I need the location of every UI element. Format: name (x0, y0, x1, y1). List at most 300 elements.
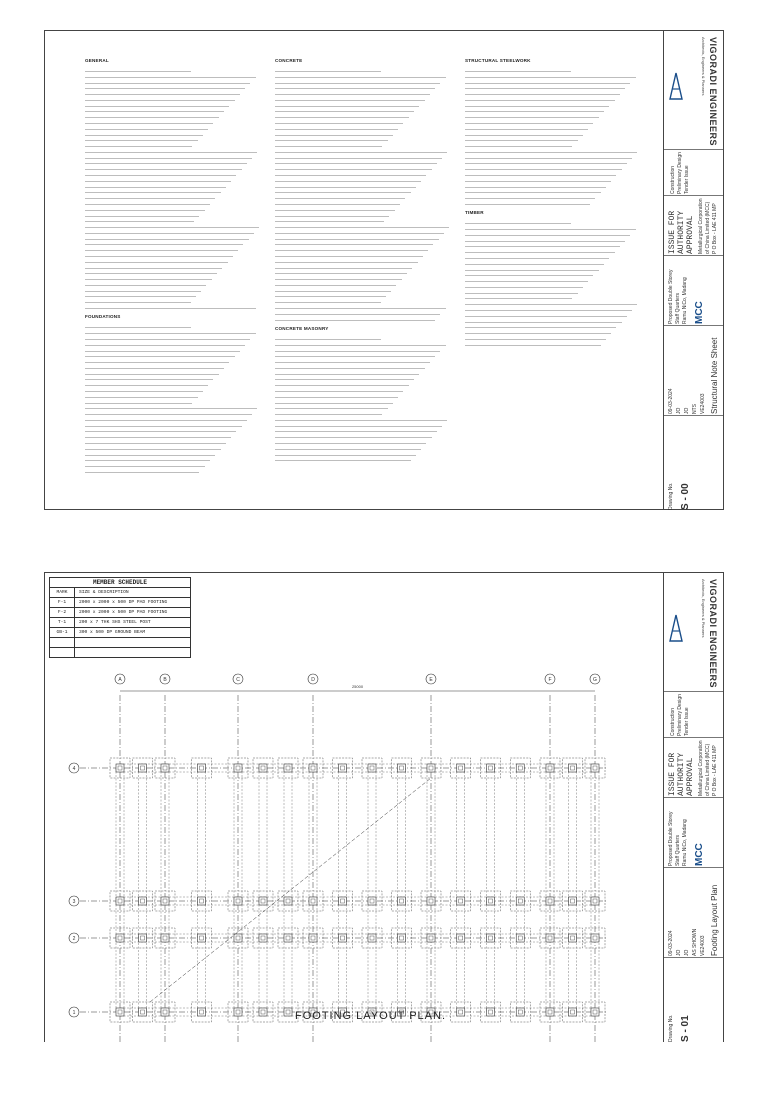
grid-label-column: A (118, 677, 122, 683)
steel-post (284, 897, 292, 905)
note-line (465, 294, 572, 299)
note-line (85, 352, 235, 357)
steel-post (516, 897, 524, 905)
note-line (275, 392, 398, 397)
notes-heading: STRUCTURAL STEELWORK (465, 58, 531, 63)
steel-post (234, 1008, 242, 1016)
note-line (275, 246, 428, 251)
notes-column (85, 59, 261, 479)
rev-0: Construction (670, 165, 676, 194)
schedule-title: MEMBER SCHEDULE (50, 578, 190, 588)
note-line (275, 113, 409, 118)
steel-post (457, 1008, 465, 1016)
note-line (85, 130, 203, 135)
note-line (85, 148, 257, 153)
schedule-col-desc: SIZE & DESCRIPTION (79, 590, 129, 595)
steel-post (198, 934, 206, 942)
schedule-row (50, 608, 190, 618)
note-line (275, 234, 439, 239)
drawing-number-2: S - 01 (680, 1015, 691, 1042)
scale-value: NTS (692, 404, 698, 414)
date-value: 09-03-2024 (668, 388, 674, 414)
steel-post (569, 764, 577, 772)
member-schedule (49, 577, 191, 658)
note-line (275, 369, 419, 374)
client-2-line-2: of China Limited (MCC) (705, 743, 711, 796)
note-line (465, 329, 611, 334)
note-line (275, 450, 416, 455)
steel-post (546, 934, 554, 942)
schedule-desc: 300 x 500 DP GROUND BEAM (79, 630, 146, 635)
note-line (85, 200, 210, 205)
rev-0-2: Construction (670, 707, 676, 736)
note-line (85, 444, 221, 449)
note-line (465, 236, 625, 241)
note-line (275, 136, 388, 141)
steel-post (487, 764, 495, 772)
schedule-header-row (50, 588, 190, 598)
schedule-row (50, 648, 190, 657)
client-project-block-2 (664, 797, 723, 868)
note-line (465, 311, 627, 316)
note-line (85, 101, 229, 106)
note-line (85, 90, 240, 95)
note-line (275, 292, 386, 297)
steel-post (368, 897, 376, 905)
note-line (275, 142, 382, 147)
note-line (275, 404, 388, 409)
note-line (465, 113, 599, 118)
steel-post (116, 934, 124, 942)
steel-post (161, 934, 169, 942)
note-line (85, 281, 206, 286)
note-line (275, 200, 400, 205)
note-line (85, 246, 238, 251)
note-line (465, 176, 611, 181)
steel-post (259, 897, 267, 905)
note-line (85, 159, 247, 164)
checked-value-2: JO (684, 949, 690, 956)
note-line (275, 398, 393, 403)
note-line (85, 217, 194, 222)
note-line (85, 252, 233, 257)
drawing-number: S - 00 (680, 483, 691, 510)
note-line (465, 153, 632, 158)
note-line (465, 200, 590, 205)
note-line (465, 124, 588, 129)
note-line (275, 427, 437, 432)
notes-column (275, 59, 451, 468)
steel-post (457, 764, 465, 772)
steel-post (427, 897, 435, 905)
note-line (465, 317, 622, 322)
note-line (275, 309, 440, 314)
steel-post (487, 934, 495, 942)
checked-value: JO (684, 407, 690, 414)
note-line (85, 392, 198, 397)
note-line (85, 335, 250, 340)
steel-post (487, 897, 495, 905)
schedule-mark (50, 648, 75, 657)
project-2-line-1: Proposed Double Storey (668, 811, 674, 866)
note-line (465, 101, 609, 106)
steel-post (569, 934, 577, 942)
steel-post (591, 934, 599, 942)
steel-post (457, 934, 465, 942)
steel-post (339, 897, 347, 905)
drawing-title-2: Footing Layout Plan (710, 884, 719, 956)
note-line (85, 404, 257, 409)
note-line (275, 194, 405, 199)
project-2-line-2: Staff Quarters (675, 834, 681, 866)
note-line (85, 263, 222, 268)
note-line (85, 84, 245, 89)
note-line (85, 304, 256, 309)
steel-post (398, 897, 406, 905)
schedule-row (50, 618, 190, 628)
steel-post (487, 1008, 495, 1016)
note-line (465, 90, 620, 95)
note-line (85, 240, 243, 245)
note-line (275, 281, 396, 286)
note-line (465, 231, 630, 236)
note-line (85, 358, 229, 363)
issue-stamp-line-2: AUTHORITY (677, 210, 686, 254)
client-line-3: P O Box - LAE 411 MP (712, 203, 718, 254)
steel-post (546, 897, 554, 905)
drawing-number-block-2 (664, 957, 723, 1044)
note-line (275, 211, 389, 216)
note-line (85, 398, 192, 403)
grid-label-column: B (163, 677, 167, 683)
note-line (85, 439, 226, 444)
steel-post (116, 897, 124, 905)
steel-post (284, 1008, 292, 1016)
note-line (275, 263, 412, 268)
steel-post (569, 1008, 577, 1016)
note-line (465, 277, 588, 282)
note-line (465, 323, 616, 328)
note-line (85, 107, 224, 112)
drawn-value: JO (676, 407, 682, 414)
note-line (275, 96, 425, 101)
note-line (275, 375, 414, 380)
note-line (85, 78, 250, 83)
steel-post (457, 897, 465, 905)
note-line (465, 248, 615, 253)
date-value-2: 09-03-2024 (668, 930, 674, 956)
project-line-1: Proposed Double Storey (668, 269, 674, 324)
note-line (275, 130, 393, 135)
note-line (85, 329, 256, 334)
note-line (465, 288, 578, 293)
note-line (275, 205, 395, 210)
drawing-info-2 (664, 867, 723, 958)
footing-layout-sheet (44, 572, 724, 1042)
rev-1-2: Preliminary Design (677, 694, 683, 736)
steel-post (116, 764, 124, 772)
note-line (275, 176, 421, 181)
note-line (85, 375, 213, 380)
schedule-mark (50, 638, 75, 647)
notes-heading: CONCRETE (275, 58, 303, 63)
note-line (85, 223, 259, 228)
note-line (275, 346, 440, 351)
general-notes (85, 59, 645, 499)
note-line (465, 340, 601, 345)
note-line (85, 421, 242, 426)
footing-plan-drawing (51, 673, 651, 1103)
note-line (275, 188, 411, 193)
client-2-line-1: Metallurgical Corporation (698, 740, 704, 796)
issue-stamp (664, 195, 723, 256)
note-line (85, 205, 205, 210)
client-logo-2: MCC (694, 843, 705, 866)
steel-post (139, 934, 147, 942)
steel-post (116, 1008, 124, 1016)
note-line (275, 78, 440, 83)
schedule-desc: 200 x 7 THK SHS STEEL POST (79, 620, 151, 625)
grid-label-row: 2 (72, 936, 76, 942)
drawing-number-block (664, 415, 723, 512)
note-line (85, 153, 252, 158)
steel-post (139, 764, 147, 772)
note-line (85, 416, 247, 421)
schedule-mark: GB-1 (50, 628, 75, 637)
steel-post (259, 764, 267, 772)
note-line (275, 298, 381, 303)
drawn-value-2: JO (676, 949, 682, 956)
steel-post (234, 934, 242, 942)
note-line (85, 188, 221, 193)
note-line (275, 275, 402, 280)
note-line (275, 352, 435, 357)
note-line (85, 182, 226, 187)
issue-stamp-2-line-2: AUTHORITY (677, 752, 686, 796)
note-line (275, 456, 411, 461)
note-line (275, 107, 414, 112)
steel-post (546, 764, 554, 772)
notes-heading: GENERAL (85, 58, 109, 63)
note-line (85, 194, 215, 199)
note-line (275, 315, 435, 320)
steel-post (259, 1008, 267, 1016)
note-line (85, 119, 213, 124)
note-line (275, 444, 421, 449)
note-line (275, 252, 423, 257)
note-line (465, 306, 632, 311)
note-line (85, 211, 199, 216)
note-line (85, 176, 231, 181)
note-line (465, 335, 606, 340)
project-no-value-2: VE24003 (700, 935, 706, 956)
drawing-title: Structural Note Sheet (710, 337, 719, 414)
project-2-line-3: Ramu NiCo, Madang (682, 819, 688, 866)
note-line (465, 254, 609, 259)
note-line (85, 468, 199, 473)
note-line (85, 340, 245, 345)
note-line (465, 265, 599, 270)
note-line (85, 292, 196, 297)
notes-heading: CONCRETE MASONRY (275, 325, 329, 331)
note-line (275, 358, 430, 363)
firm-tagline-2: Architects, Engineers & Planners (701, 579, 706, 638)
note-line (85, 234, 249, 239)
note-line (275, 119, 403, 124)
overall-dimension-text: 25000 (351, 684, 364, 689)
notes-heading: TIMBER (465, 210, 484, 216)
steel-post (198, 897, 206, 905)
note-line (465, 84, 625, 89)
steel-post (161, 764, 169, 772)
note-line (465, 171, 616, 176)
note-line (465, 219, 571, 224)
note-line (465, 182, 606, 187)
rev-2: Tender Issue (684, 165, 690, 194)
note-line (465, 148, 637, 153)
steel-post (591, 764, 599, 772)
note-line (465, 159, 627, 164)
schedule-row (50, 628, 190, 638)
grid-label-row: 1 (72, 1010, 76, 1016)
client-line-1: Metallurgical Corporation (698, 198, 704, 254)
schedule-row (50, 638, 190, 648)
firm-logo-block (664, 31, 723, 150)
note-line (275, 159, 437, 164)
note-line (85, 142, 192, 147)
note-line (85, 298, 191, 303)
note-line (275, 171, 426, 176)
grid-label-column: F (548, 677, 552, 683)
steel-post (198, 764, 206, 772)
note-line (275, 240, 433, 245)
note-line (85, 433, 231, 438)
structural-note-sheet (44, 30, 724, 510)
note-line (275, 387, 403, 392)
note-line (275, 410, 382, 415)
note-line (465, 130, 583, 135)
scale-value-2: AS SHOWN (692, 928, 698, 956)
note-line (465, 283, 583, 288)
note-line (85, 72, 256, 77)
grid-label-column: E (429, 677, 433, 683)
steel-post (339, 764, 347, 772)
steel-post (339, 934, 347, 942)
note-line (85, 363, 224, 368)
client-line-2: of China Limited (MCC) (705, 201, 711, 254)
note-line (85, 323, 191, 328)
note-line (465, 188, 601, 193)
grid-label-column: D (311, 677, 315, 683)
note-line (465, 119, 593, 124)
note-line (275, 101, 419, 106)
grid-label-column: C (236, 677, 240, 683)
steel-post (198, 1008, 206, 1016)
note-line (85, 228, 254, 233)
steel-post (569, 897, 577, 905)
plan-title: FOOTING LAYOUT PLAN. (295, 1010, 447, 1022)
steel-post (284, 764, 292, 772)
note-line (275, 421, 442, 426)
note-line (85, 462, 205, 467)
steel-post (516, 764, 524, 772)
note-line (275, 153, 442, 158)
steel-post (309, 897, 317, 905)
drawing-no-label-2: Drawing No. (668, 1014, 674, 1042)
note-line (465, 194, 595, 199)
note-line (275, 416, 447, 421)
note-line (85, 387, 203, 392)
note-line (275, 217, 384, 222)
title-block (663, 31, 723, 509)
steel-post (516, 1008, 524, 1016)
grid-label-row: 4 (72, 766, 76, 772)
steel-post (427, 764, 435, 772)
note-line (85, 369, 219, 374)
steel-post (368, 934, 376, 942)
notes-heading: FOUNDATIONS (85, 314, 121, 320)
note-line (275, 182, 416, 187)
note-line (85, 427, 236, 432)
note-line (275, 72, 446, 77)
note-line (85, 113, 219, 118)
note-line (275, 228, 444, 233)
note-line (85, 381, 208, 386)
note-line (465, 259, 604, 264)
firm-name: VIGORADI ENGINEERS (708, 37, 718, 147)
note-line (275, 439, 426, 444)
note-line (275, 148, 447, 153)
note-line (85, 346, 240, 351)
schedule-desc: 2000 x 2000 x 500 DP PAD FOOTING (79, 600, 168, 605)
firm-tagline: Architects, Engineers & Planners (701, 37, 706, 96)
note-line (85, 410, 252, 415)
note-line (85, 67, 191, 72)
note-line (275, 304, 446, 309)
schedule-mark: F-1 (50, 598, 75, 607)
steel-post (591, 897, 599, 905)
note-line (85, 136, 198, 141)
note-line (275, 90, 430, 95)
steel-post (309, 934, 317, 942)
steel-post (259, 934, 267, 942)
note-line (275, 223, 449, 228)
note-line (465, 225, 636, 230)
steel-post (234, 897, 242, 905)
schedule-desc: 2000 x 2000 x 500 DP PAD FOOTING (79, 610, 168, 615)
note-line (85, 275, 212, 280)
steel-post (161, 897, 169, 905)
steel-post (284, 934, 292, 942)
note-line (465, 242, 620, 247)
note-line (85, 286, 201, 291)
steel-post (309, 764, 317, 772)
client-project-block (664, 255, 723, 326)
steel-post (398, 934, 406, 942)
note-line (275, 381, 409, 386)
note-line (275, 340, 446, 345)
issue-stamp-line-3: APPROVAL (686, 215, 695, 254)
steel-post (368, 764, 376, 772)
title-block-2 (663, 573, 723, 1042)
note-line (275, 335, 381, 340)
note-line (275, 257, 418, 262)
note-line (275, 269, 407, 274)
note-line (275, 124, 398, 129)
rev-1: Preliminary Design (677, 152, 683, 194)
issue-stamp-2-line-3: APPROVAL (686, 757, 695, 796)
section-leader-line (150, 778, 431, 1002)
